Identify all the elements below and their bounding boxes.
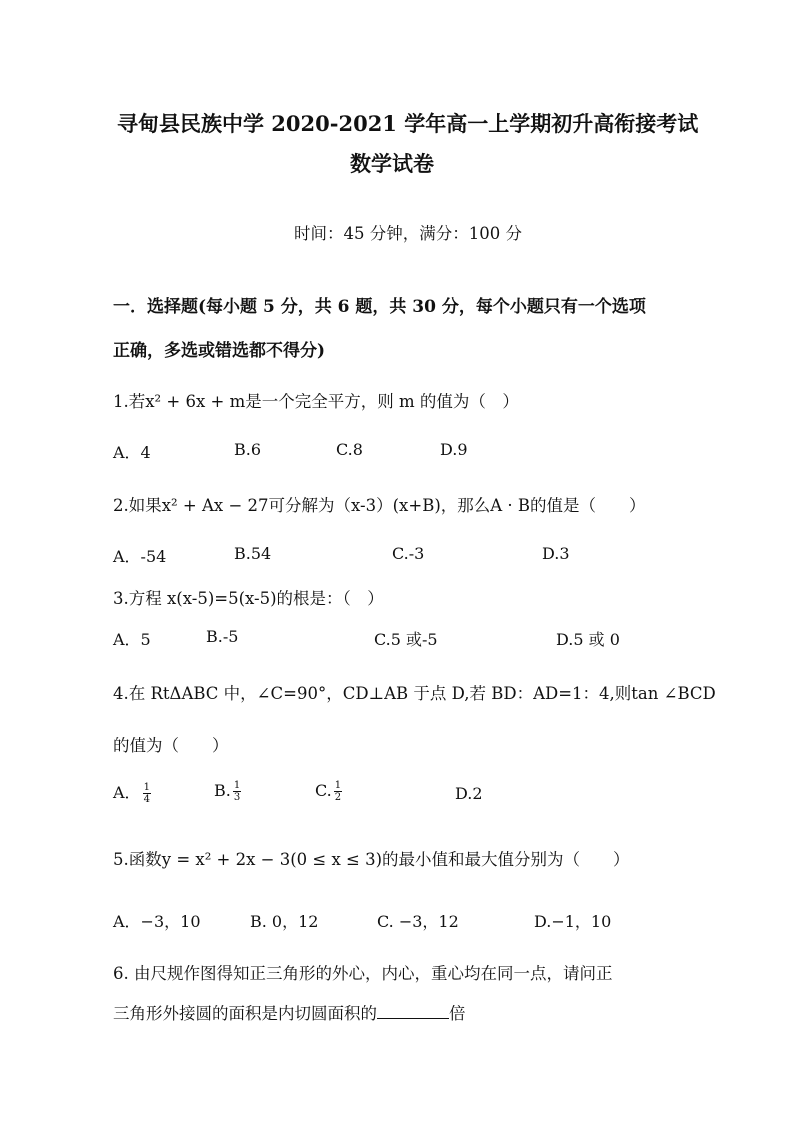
question-4-line1: 4.在 RtΔABC 中，∠C=90°，CD⊥AB 于点 D,若 BD：AD=1：4,则tan ∠BCD [113,684,716,703]
question-2-expression: x² + Ax − 27 [161,496,269,515]
question-3-option-a: A．5 [113,630,151,649]
fraction-numerator: 1 [143,782,150,793]
question-5-option-c: C. −3，12 [377,912,459,931]
question-5-option-b: B. 0，12 [250,912,319,931]
question-5 [113,846,630,870]
question-1-prefix: 1.若 [113,392,146,411]
question-2-prefix: 2.如果 [113,496,162,515]
exam-title-line2: 数学试卷 [350,151,434,176]
question-2 [113,492,646,516]
option-c-label: C. [315,781,332,800]
option-c-fraction [334,780,342,803]
exam-title-line1: 寻甸县民族中学 2020-2021 学年高一上学期初升高衔接考试 [117,111,699,136]
question-2-option-c: C.-3 [392,544,425,563]
option-b-fraction [233,780,241,803]
question-6-line1: 6. 由尺规作图得知正三角形的外心，内心，重心均在同一点，请问正 [113,964,613,983]
question-1 [113,388,519,412]
question-6-line2 [113,1000,466,1024]
question-4-option-b [214,780,241,803]
question-2-option-d: D.3 [542,544,570,563]
question-3-option-c: C.5 或-5 [374,630,438,649]
question-2-option-a: A．-54 [113,547,167,566]
question-1-option-a: A．4 [113,443,151,462]
question-6-suffix: 倍 [449,1004,466,1023]
question-1-suffix: 是一个完全平方，则 m 的值为（ ） [245,392,519,411]
question-3-option-b: B.-5 [206,627,239,646]
fraction-denominator: 3 [233,792,241,803]
question-4-option-d: D.2 [455,784,483,803]
question-3: 3.方程 x(x-5)=5(x-5)的根是：（ ） [113,589,384,608]
question-5-expression: y = x² + 2x − 3(0 ≤ x ≤ 3) [161,850,383,869]
option-b-label: B. [214,781,231,800]
question-5-option-d: D.−1，10 [534,912,612,931]
fraction-denominator: 4 [143,794,150,805]
question-4-option-c [315,780,342,803]
option-a-fraction [143,782,151,805]
question-3-option-d: D.5 或 0 [556,630,620,649]
question-1-option-d: D.9 [440,440,468,459]
question-4-option-a [113,780,151,805]
fraction-denominator: 2 [334,792,342,803]
option-a-label: A． [113,783,141,802]
question-4-line2: 的值为（ ） [113,736,229,755]
question-5-option-a: A．−3，10 [113,912,201,931]
section-heading-line1: 一．选择题(每小题 5 分，共 6 题，共 30 分，每个小题只有一个选项 [113,297,646,317]
question-1-option-b: B.6 [234,440,262,459]
question-5-suffix: 的最小值和最大值分别为（ ） [382,850,630,869]
question-1-option-c: C.8 [336,440,363,459]
question-2-option-b: B.54 [234,544,272,563]
question-2-suffix: 可分解为（x-3）(x+B)，那么A · B的值是（ ） [268,496,646,515]
fraction-numerator: 1 [233,780,241,791]
question-1-expression: x² + 6x + m [145,392,246,411]
fraction-numerator: 1 [334,780,342,791]
time-info: 时间：45 分钟，满分：100 分 [294,224,522,243]
question-6-text: 三角形外接圆的面积是内切圆面积的 [113,1004,377,1023]
section-heading-line2: 正确，多选或错选都不得分) [113,341,326,361]
question-5-prefix: 5.函数 [113,850,162,869]
answer-blank[interactable] [377,1004,449,1019]
